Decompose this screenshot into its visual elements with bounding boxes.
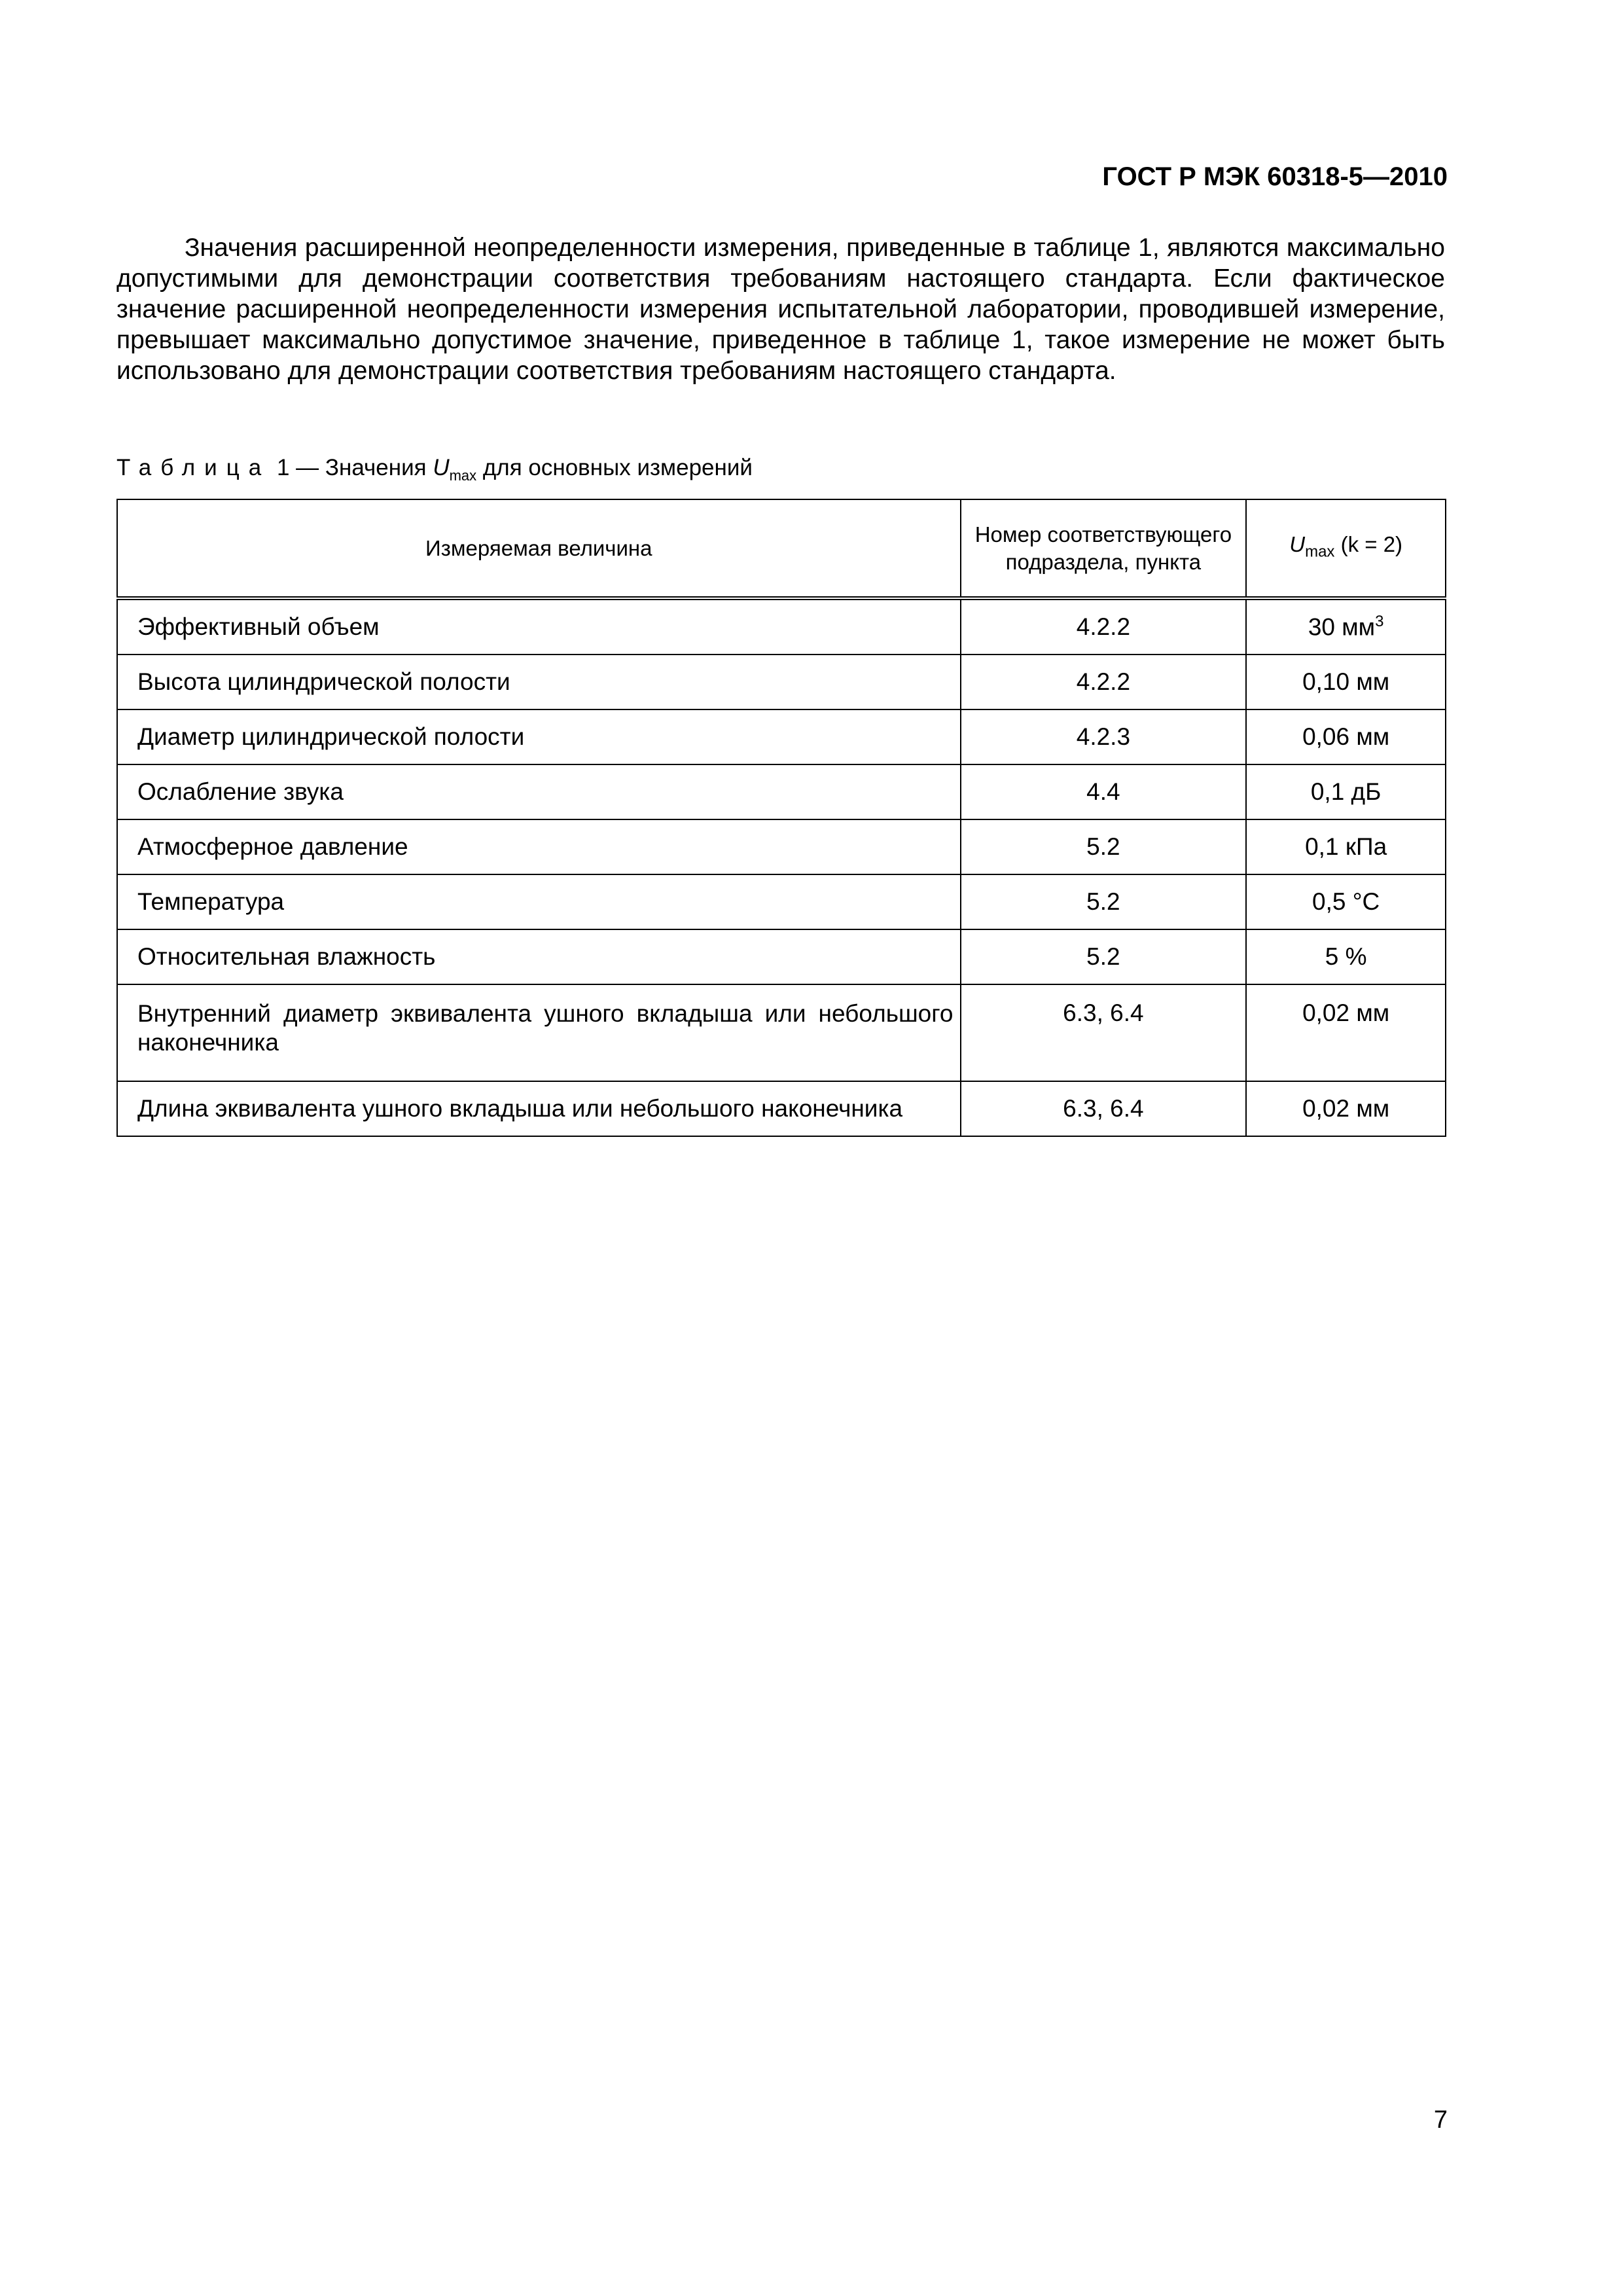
row-value: 0,02 мм (1246, 984, 1446, 1081)
row-quantity: Температура (117, 874, 961, 929)
measurements-table (116, 499, 1446, 1137)
header-umax-k: (k = 2) (1334, 531, 1403, 556)
table-header-row (117, 499, 1446, 598)
row-clause: 5.2 (961, 929, 1247, 984)
table-caption (116, 455, 753, 484)
row-quantity: Относительная влажность (117, 929, 961, 984)
page-number: 7 (1433, 2106, 1448, 2134)
row-value: 0,02 мм (1246, 1081, 1446, 1136)
table-row (117, 819, 1446, 874)
row-value: 0,1 дБ (1246, 764, 1446, 819)
row-value-sup: 3 (1375, 613, 1384, 631)
row-value: 0,5 °С (1246, 874, 1446, 929)
row-value (1246, 598, 1446, 655)
row-clause: 6.3, 6.4 (961, 984, 1247, 1081)
table-row (117, 874, 1446, 929)
row-value: 0,10 мм (1246, 655, 1446, 709)
header-clause: Номер соответствующего подраздела, пункта (961, 499, 1247, 598)
table-row (117, 598, 1446, 655)
caption-symbol: U (433, 455, 450, 480)
header-quantity: Измеряемая величина (117, 499, 961, 598)
row-clause: 6.3, 6.4 (961, 1081, 1247, 1136)
caption-symbol-sub: max (449, 467, 477, 484)
row-clause: 4.4 (961, 764, 1247, 819)
header-umax-sub: max (1305, 543, 1335, 561)
caption-number: 1 — Значения (276, 455, 433, 480)
row-clause: 4.2.3 (961, 709, 1247, 764)
caption-rest: для основных измерений (476, 455, 753, 480)
table-row (117, 764, 1446, 819)
document-id: ГОСТ Р МЭК 60318-5—2010 (1102, 162, 1448, 191)
row-quantity: Диаметр цилиндрической полости (117, 709, 961, 764)
row-value-text: 30 мм (1308, 613, 1376, 641)
row-quantity: Длина эквивалента ушного вкладыша или небольшого наконечника (117, 1081, 961, 1136)
row-quantity: Ослабление звука (117, 764, 961, 819)
row-clause: 4.2.2 (961, 655, 1247, 709)
row-value: 0,06 мм (1246, 709, 1446, 764)
header-umax (1246, 499, 1446, 598)
body-paragraph: Значения расширенной неопределенности измерения, приведенные в таблице 1, являются максимально допустимыми для демонстрации соответствия требованиям настоящего стандарта. Если фактическое значение расширенной неопределенности измерения испытательной лаборатории, проводившей измерение, превышает максимально допустимое значение, приведенное в таблице 1, такое измерение не может быть использовано для демонстрации соответствия требованиям настоящего стандарта. (116, 234, 1445, 385)
table-row (117, 655, 1446, 709)
table-row (117, 709, 1446, 764)
row-quantity: Эффективный объем (117, 598, 961, 655)
row-quantity: Высота цилиндрической полости (117, 655, 961, 709)
row-clause: 4.2.2 (961, 598, 1247, 655)
table-row (117, 929, 1446, 984)
caption-label: Таблица (116, 455, 271, 480)
table-row (117, 1081, 1446, 1136)
header-umax-symbol: U (1289, 531, 1306, 556)
row-quantity: Атмосферное давление (117, 819, 961, 874)
table-row (117, 984, 1446, 1081)
row-clause: 5.2 (961, 819, 1247, 874)
row-clause: 5.2 (961, 874, 1247, 929)
row-value: 0,1 кПа (1246, 819, 1446, 874)
row-quantity: Внутренний диаметр эквивалента ушного вкладыша или небольшого наконечника (117, 984, 961, 1081)
row-value: 5 % (1246, 929, 1446, 984)
